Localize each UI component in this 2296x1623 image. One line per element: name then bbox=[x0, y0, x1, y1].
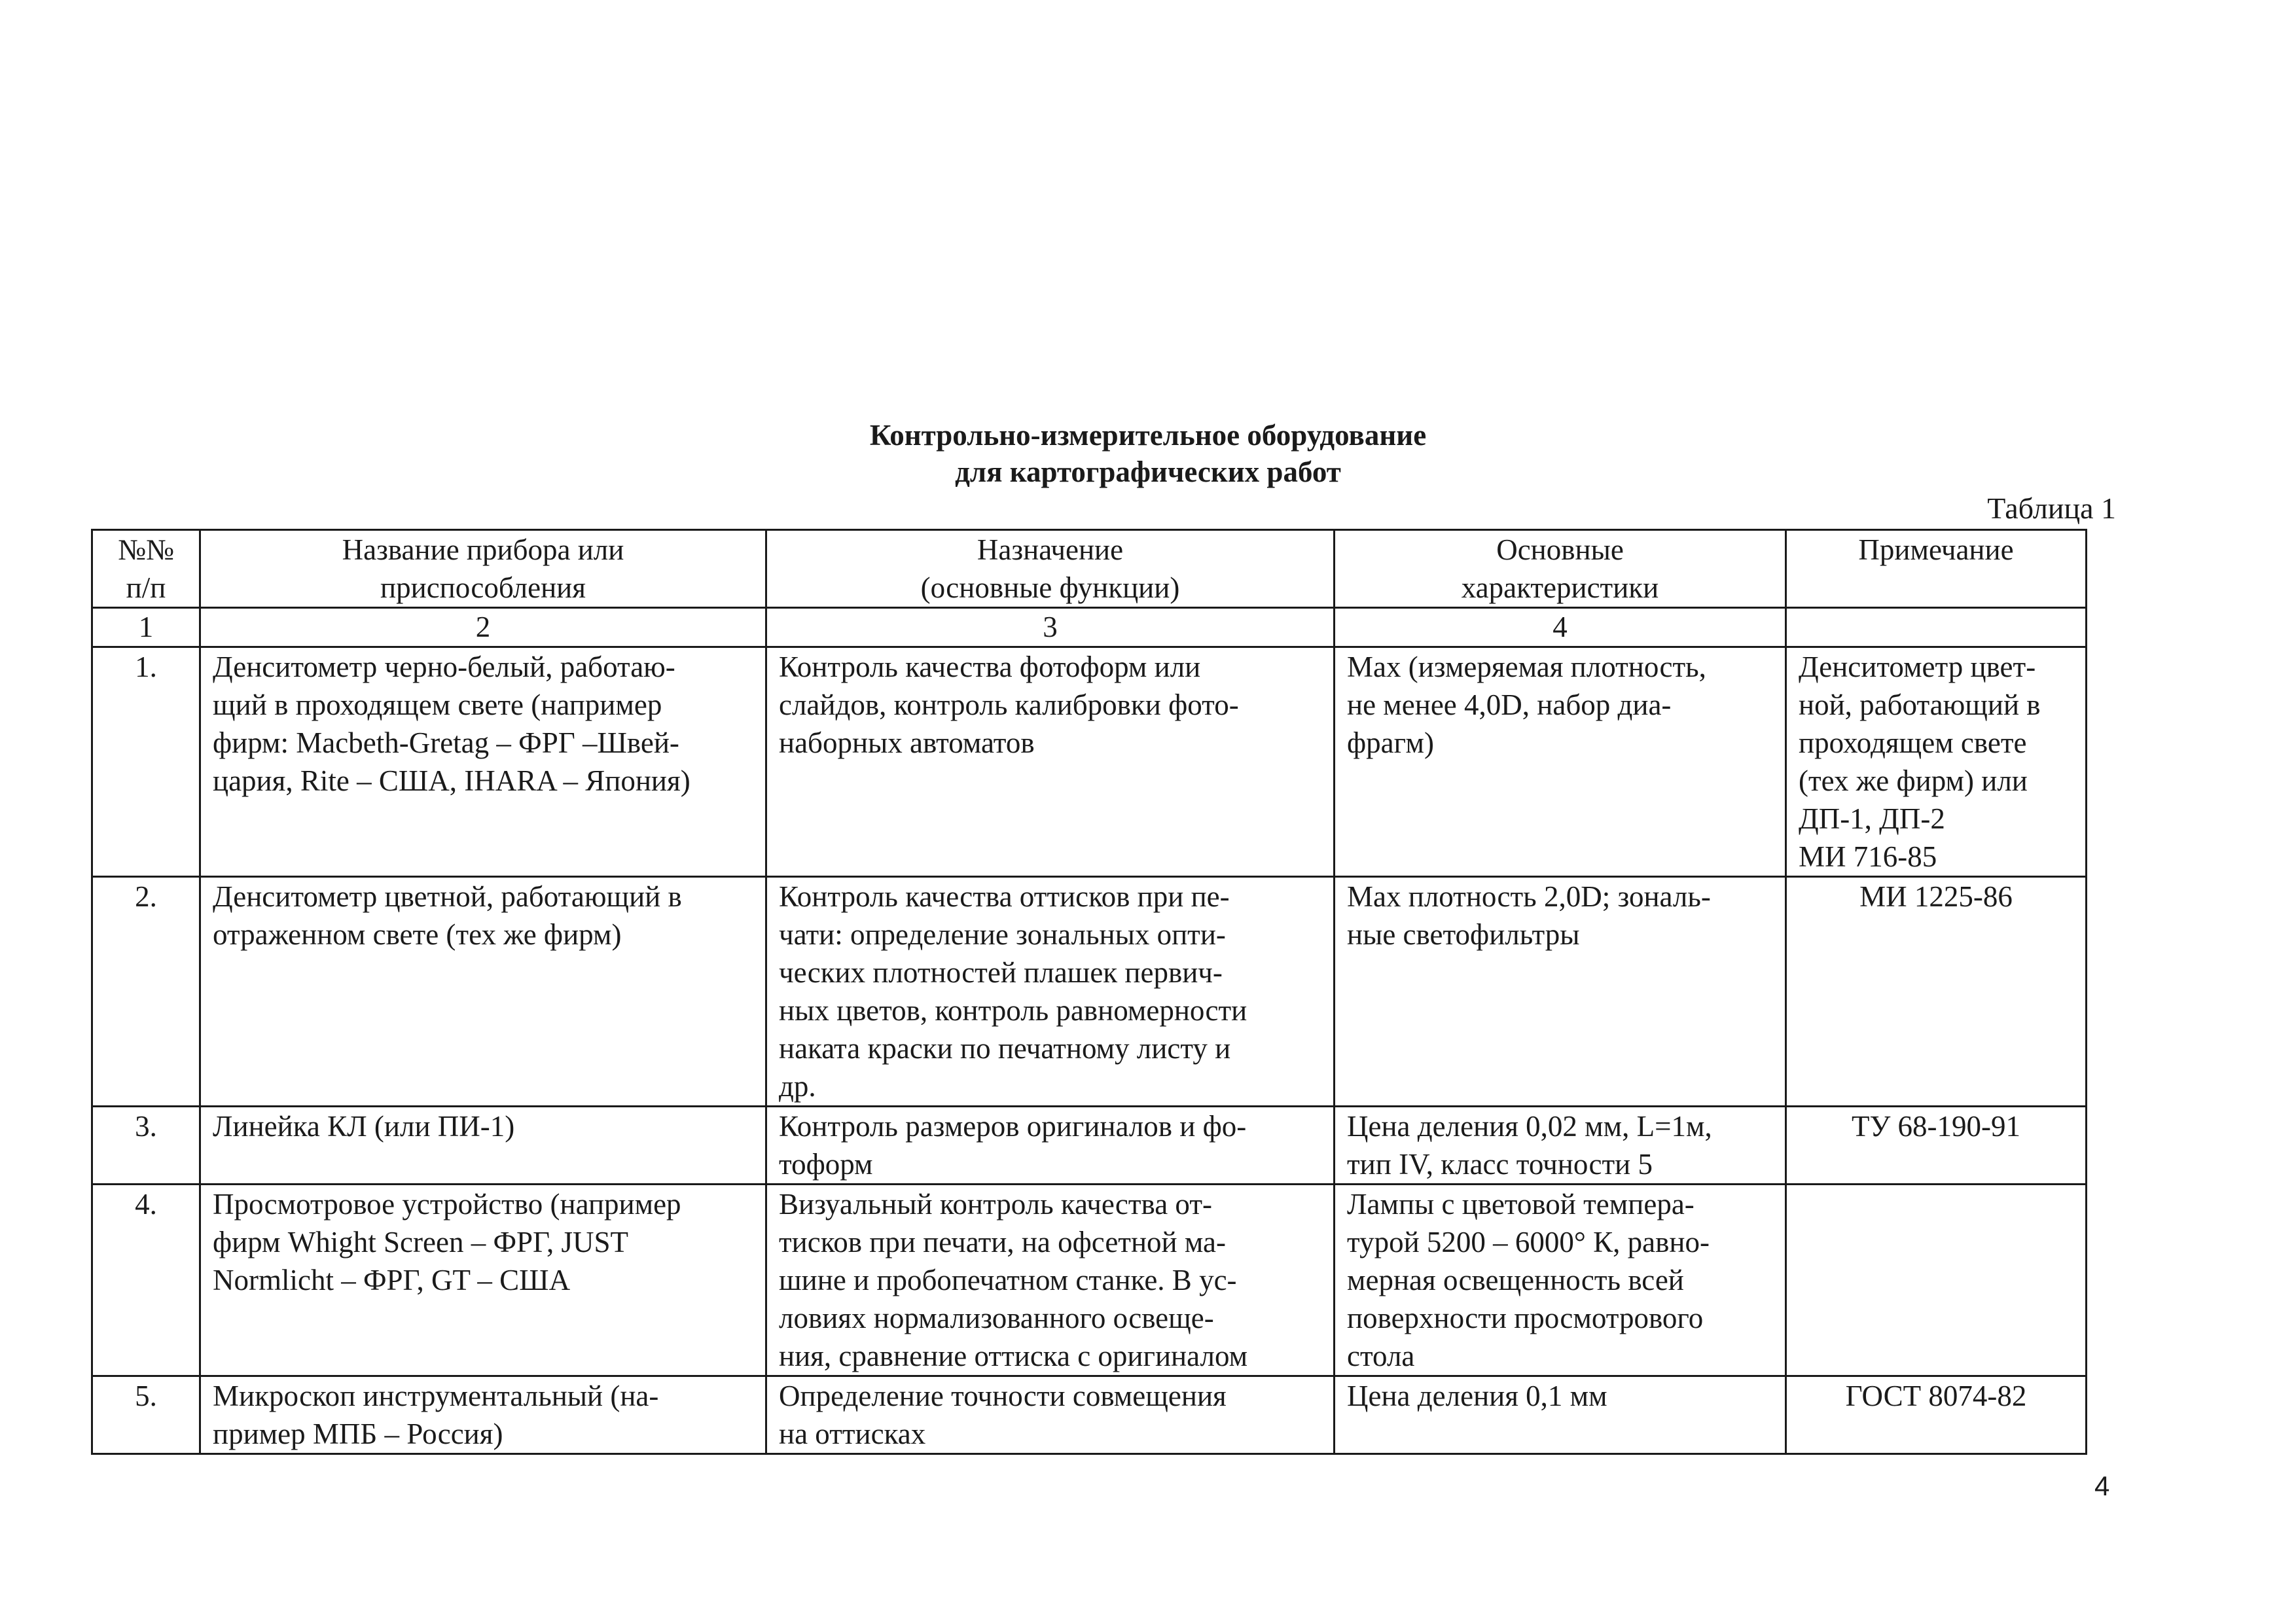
cell-text-line: п/п bbox=[126, 571, 166, 604]
characteristics-cell bbox=[1335, 1185, 1786, 1376]
note-cell bbox=[1786, 877, 2087, 1107]
cell-text-line: Цена деления 0,1 мм bbox=[1347, 1380, 1607, 1412]
cell-text-line: Основные bbox=[1496, 533, 1624, 566]
characteristics-cell bbox=[1335, 1376, 1786, 1454]
cell-text-line: Просмотровое устройство (например bbox=[213, 1188, 681, 1221]
column-number-cell: 3 bbox=[766, 608, 1335, 647]
note-cell bbox=[1786, 1107, 2087, 1185]
document-title-line-2: для картографических работ bbox=[955, 455, 1341, 488]
purpose-cell bbox=[766, 1376, 1335, 1454]
cell-text-line: Max (измеряемая плотность, bbox=[1347, 651, 1706, 683]
purpose-cell bbox=[766, 1107, 1335, 1185]
cell-text-line: приспособления bbox=[380, 571, 586, 604]
cell-text-line: цария, Rite – США, IHARA – Япония) bbox=[213, 764, 691, 797]
cell-text-line: щий в проходящем свете (например bbox=[213, 688, 662, 721]
cell-text-line: тисков при печати, на офсетной ма- bbox=[779, 1226, 1226, 1258]
cell-text-line: на оттисках bbox=[779, 1418, 926, 1450]
cell-text-line: ческих плотностей плашек первич- bbox=[779, 956, 1223, 989]
cell-text-line: шине и пробопечатном станке. В ус- bbox=[779, 1264, 1237, 1296]
cell-text-line: ГОСТ 8074-82 bbox=[1845, 1380, 2027, 1412]
cell-text-line: Определение точности совмещения bbox=[779, 1380, 1227, 1412]
header-cell-characteristics bbox=[1335, 530, 1786, 608]
cell-text-line: ловиях нормализованного освеще- bbox=[779, 1302, 1214, 1334]
row-number-cell: 1. bbox=[92, 647, 200, 877]
cell-text-line: Normlicht – ФРГ, GT – США bbox=[213, 1264, 571, 1296]
cell-text-line: турой 5200 – 6000° К, равно- bbox=[1347, 1226, 1710, 1258]
cell-text-line: Max плотность 2,0D; зональ- bbox=[1347, 880, 1711, 913]
table-label: Таблица 1 bbox=[1987, 491, 2116, 525]
cell-text-line: мерная освещенность всей bbox=[1347, 1264, 1684, 1296]
table-header-row bbox=[92, 530, 2087, 608]
row-number-cell: 4. bbox=[92, 1185, 200, 1376]
cell-text-line: Лампы с цветовой темпера- bbox=[1347, 1188, 1695, 1221]
cell-text-line: ной, работающий в bbox=[1799, 688, 2041, 721]
header-cell-number bbox=[92, 530, 200, 608]
cell-text-line: фрагм) bbox=[1347, 726, 1434, 759]
equipment-table bbox=[91, 529, 2087, 1455]
cell-text-line: ТУ 68-190-91 bbox=[1851, 1110, 2021, 1143]
note-cell bbox=[1786, 647, 2087, 877]
row-number-cell: 5. bbox=[92, 1376, 200, 1454]
cell-text-line: пример МПБ – Россия) bbox=[213, 1418, 503, 1450]
column-number-cell: 4 bbox=[1335, 608, 1786, 647]
device-name-cell bbox=[200, 1185, 766, 1376]
header-cell-name bbox=[200, 530, 766, 608]
cell-text-line: наборных автоматов bbox=[779, 726, 1035, 759]
cell-text-line: Денситометр черно-белый, работаю- bbox=[213, 651, 675, 683]
cell-text-line: характеристики bbox=[1461, 571, 1659, 604]
cell-text-line: чати: определение зональных опти- bbox=[779, 918, 1226, 951]
table-row bbox=[92, 647, 2087, 877]
cell-text-line: Назначение bbox=[977, 533, 1124, 566]
device-name-cell bbox=[200, 1376, 766, 1454]
cell-text-line: отраженном свете (тех же фирм) bbox=[213, 918, 622, 951]
cell-text-line: №№ bbox=[118, 533, 174, 566]
cell-text-line: слайдов, контроль калибровки фото- bbox=[779, 688, 1239, 721]
device-name-cell bbox=[200, 647, 766, 877]
cell-text-line: тоформ bbox=[779, 1148, 873, 1181]
cell-text-line: Микроскоп инструментальный (на- bbox=[213, 1380, 659, 1412]
cell-text-line: Примечание bbox=[1858, 533, 2014, 566]
cell-text-line: Денситометр цвет- bbox=[1799, 651, 2036, 683]
note-cell bbox=[1786, 1185, 2087, 1376]
characteristics-cell bbox=[1335, 1107, 1786, 1185]
cell-text-line: Контроль качества оттисков при пе- bbox=[779, 880, 1230, 913]
device-name-cell bbox=[200, 877, 766, 1107]
purpose-cell bbox=[766, 647, 1335, 877]
cell-text-line: Название прибора или bbox=[342, 533, 624, 566]
characteristics-cell bbox=[1335, 647, 1786, 877]
cell-text-line: проходящем свете bbox=[1799, 726, 2027, 759]
row-number-cell: 3. bbox=[92, 1107, 200, 1185]
cell-text-line: ния, сравнение оттиска с оригиналом bbox=[779, 1340, 1248, 1372]
cell-text-line: Контроль качества фотоформ или bbox=[779, 651, 1201, 683]
cell-text-line: Линейка КЛ (или ПИ-1) bbox=[213, 1110, 515, 1143]
table-row bbox=[92, 1107, 2087, 1185]
cell-text-line: (тех же фирм) или bbox=[1799, 764, 2028, 797]
cell-text-line: ДП-1, ДП-2 bbox=[1799, 802, 1945, 835]
cell-text-line: Визуальный контроль качества от- bbox=[779, 1188, 1212, 1221]
header-cell-note bbox=[1786, 530, 2087, 608]
purpose-cell bbox=[766, 1185, 1335, 1376]
cell-text-line: Контроль размеров оригиналов и фо- bbox=[779, 1110, 1247, 1143]
column-number-row bbox=[92, 608, 2087, 647]
characteristics-cell bbox=[1335, 877, 1786, 1107]
cell-text-line: ные светофильтры bbox=[1347, 918, 1580, 951]
row-number-cell: 2. bbox=[92, 877, 200, 1107]
note-cell bbox=[1786, 1376, 2087, 1454]
document-title-line-1: Контрольно-измерительное оборудование bbox=[869, 419, 1427, 452]
cell-text-line: др. bbox=[779, 1070, 816, 1103]
purpose-cell bbox=[766, 877, 1335, 1107]
cell-text-line: наката краски по печатному листу и bbox=[779, 1032, 1231, 1065]
cell-text-line: фирм Whight Screen – ФРГ, JUST bbox=[213, 1226, 628, 1258]
cell-text-line: МИ 1225-86 bbox=[1859, 880, 2013, 913]
cell-text-line: МИ 716-85 bbox=[1799, 840, 1937, 873]
cell-text-line: (основные функции) bbox=[920, 571, 1180, 604]
table-row bbox=[92, 1185, 2087, 1376]
column-number-cell bbox=[1786, 608, 2087, 647]
column-number-cell: 1 bbox=[92, 608, 200, 647]
cell-text-line: фирм: Macbeth-Gretag – ФРГ –Швей- bbox=[213, 726, 679, 759]
cell-text-line: не менее 4,0D, набор диа- bbox=[1347, 688, 1672, 721]
cell-text-line: тип IV, класс точности 5 bbox=[1347, 1148, 1653, 1181]
table-row bbox=[92, 877, 2087, 1107]
cell-text-line: ных цветов, контроль равномерности bbox=[779, 994, 1247, 1027]
table-row bbox=[92, 1376, 2087, 1454]
cell-text-line: поверхности просмотрового bbox=[1347, 1302, 1704, 1334]
header-cell-purpose bbox=[766, 530, 1335, 608]
cell-text-line: стола bbox=[1347, 1340, 1415, 1372]
page-number: 4 bbox=[2094, 1471, 2110, 1501]
cell-text-line: Цена деления 0,02 мм, L=1м, bbox=[1347, 1110, 1712, 1143]
device-name-cell bbox=[200, 1107, 766, 1185]
cell-text-line: Денситометр цветной, работающий в bbox=[213, 880, 682, 913]
column-number-cell: 2 bbox=[200, 608, 766, 647]
